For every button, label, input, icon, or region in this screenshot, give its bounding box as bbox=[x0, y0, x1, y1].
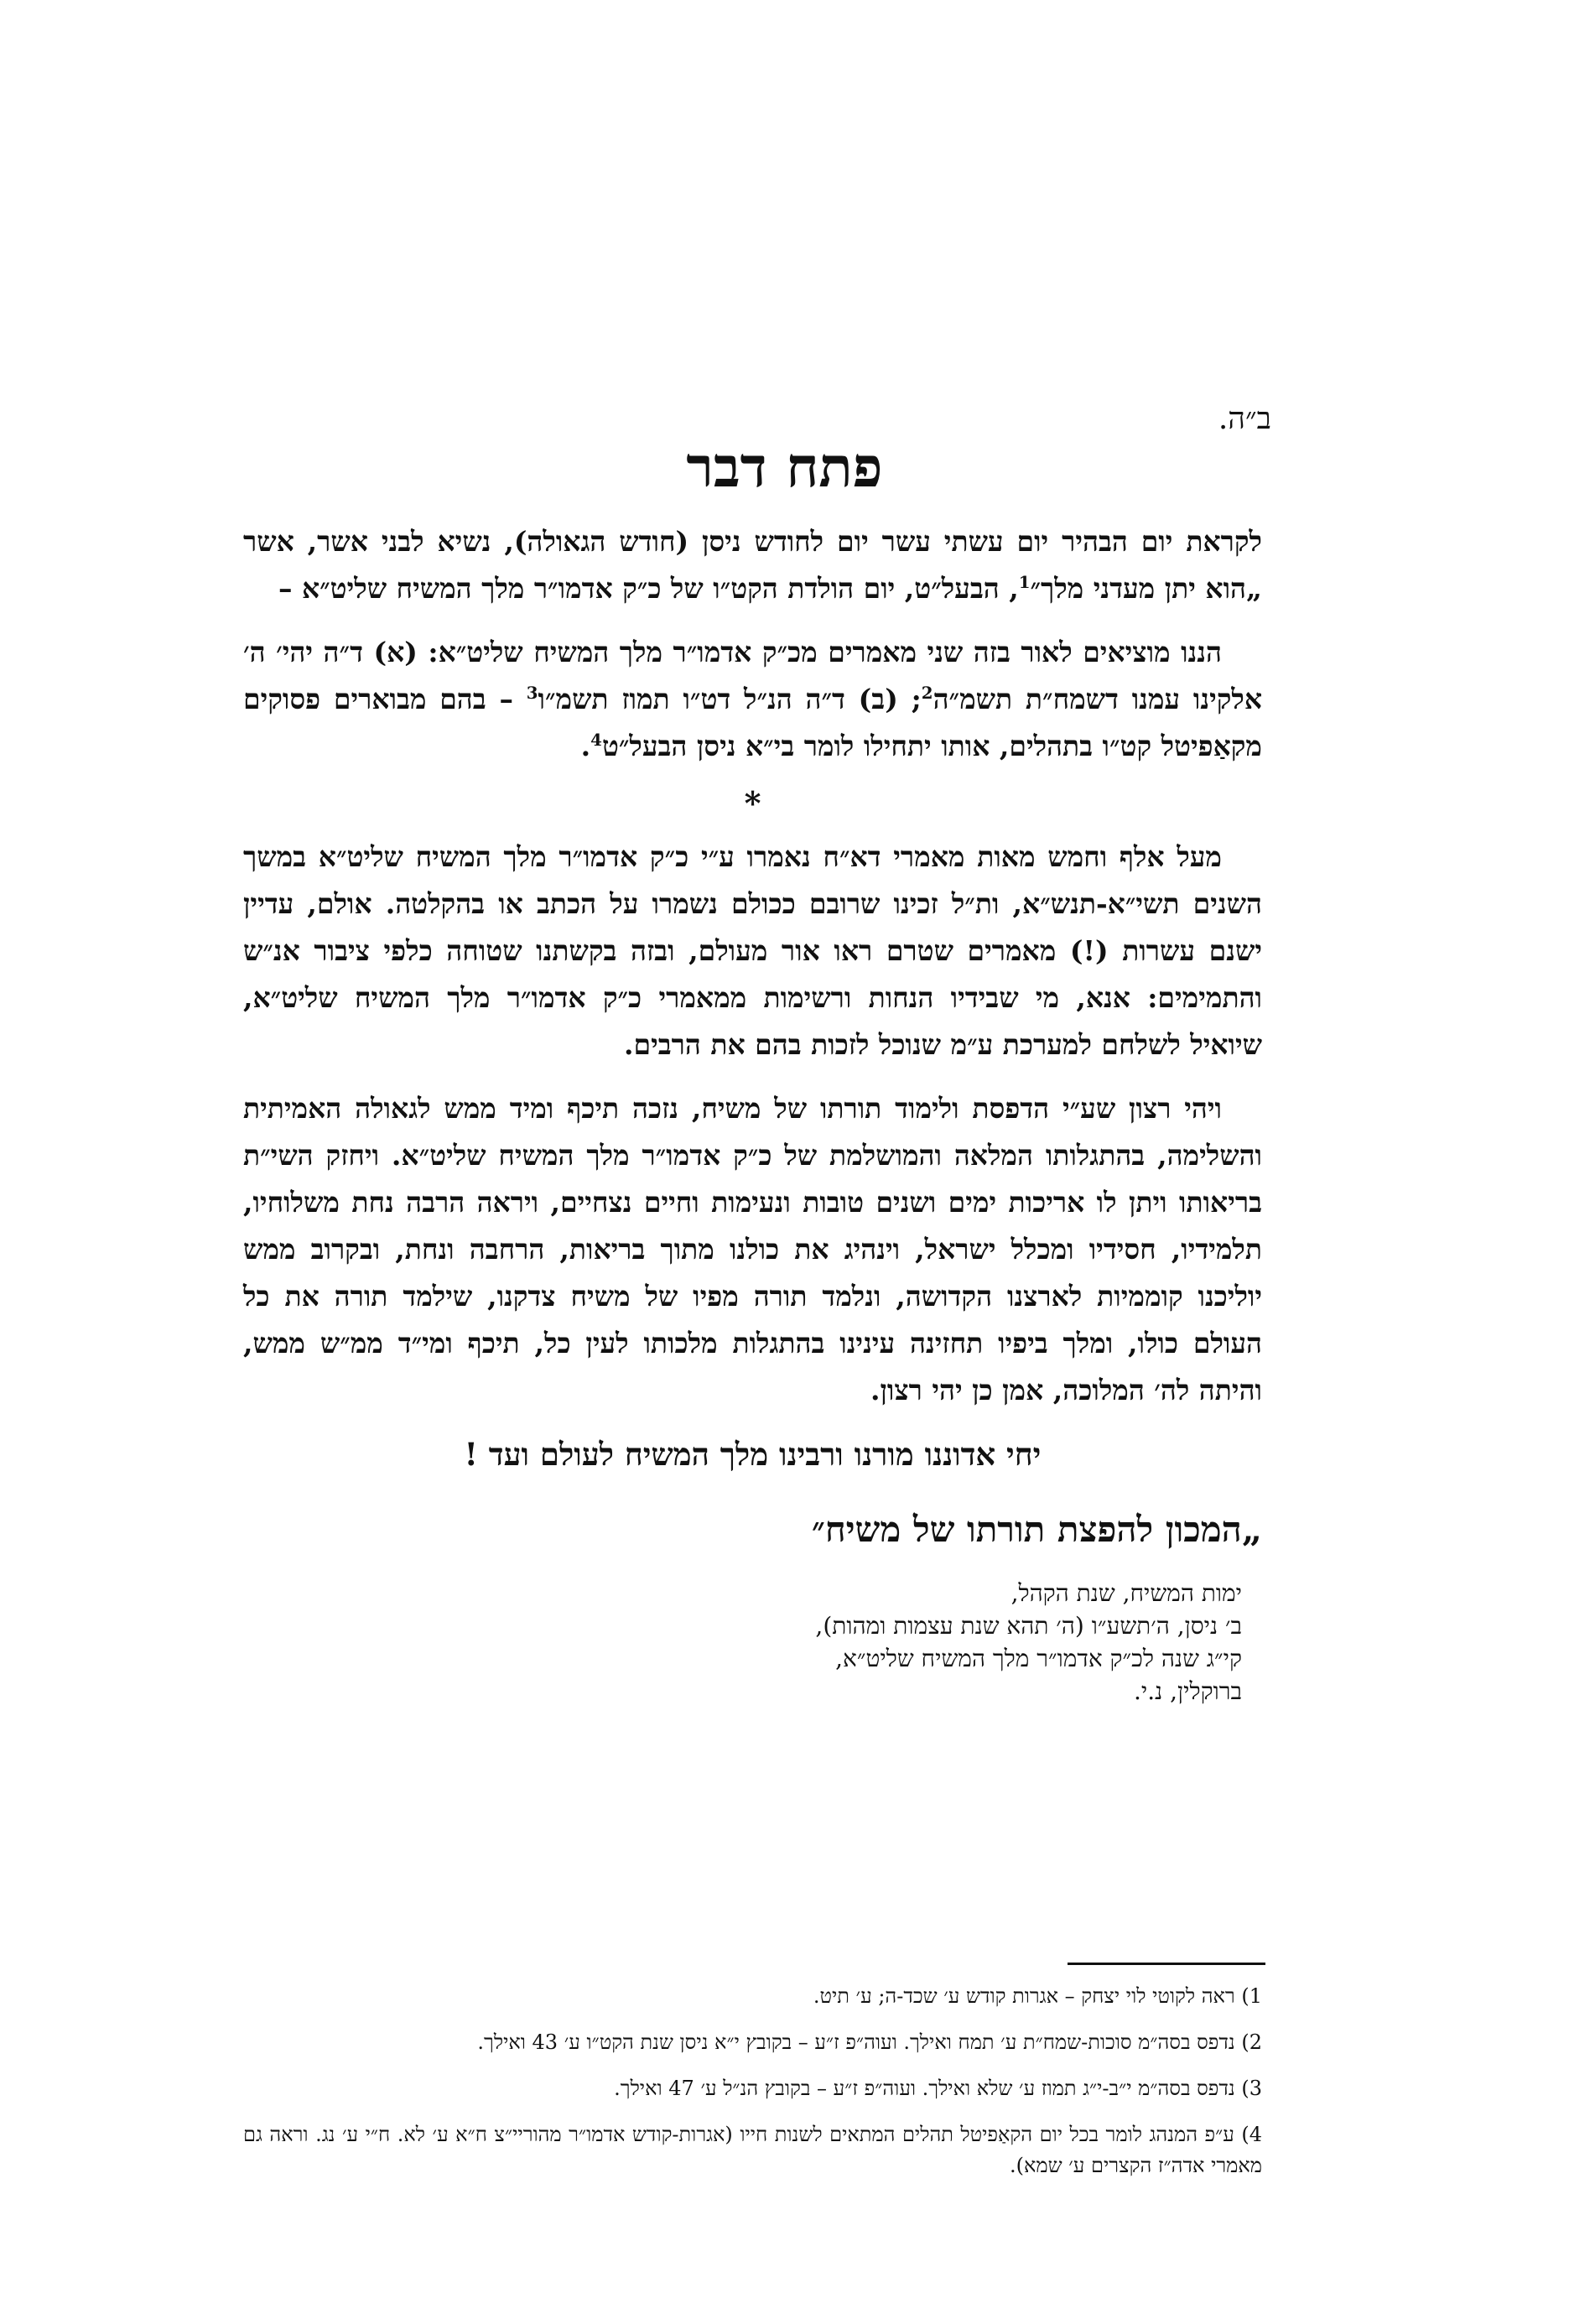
body-text bbox=[243, 518, 1262, 1578]
page-title: פתח דבר bbox=[686, 434, 883, 500]
paragraph-2-text-c: – בהם מבוארים פסוקים מקאַפיטל קט״ו בתהלים, אותו יתחילו לומר בי״א ניסן הבעל״ט bbox=[243, 683, 1262, 762]
paragraph-2-text-d: . bbox=[580, 730, 591, 762]
footnote-4: 4) ע״פ המנהג לומר בכל יום הקאַפיטל תהלים המתאים לשנות חייו (אגרות-קודש אדמו״ר מהוריי״צ ח״א ע׳ לא. ח״י ע׳ נג. וראה גם מאמרי אדה״ז הקצרים ע׳ שמא). bbox=[243, 2123, 1262, 2177]
footnote-divider bbox=[1068, 1963, 1265, 1965]
paragraph-1 bbox=[243, 518, 1262, 612]
footnote-ref-2: 2 bbox=[921, 683, 933, 703]
footnote-ref-3: 3 bbox=[526, 683, 538, 703]
footnote-ref-1: 1 bbox=[1018, 572, 1031, 592]
section-separator: * bbox=[744, 784, 761, 822]
paragraph-2-text-a: הננו מוציאים לאור בזה שני מאמרים מכ״ק אדמו״ר מלך המשיח שליט״א: (א) ד״ה יהי׳ ה׳ אלקינו עמנו דשמח״ת תשמ״ה bbox=[243, 636, 1263, 715]
footnote-ref-4: 4 bbox=[590, 730, 602, 750]
paragraph-3: מעל אלף וחמש מאות מאמרי דא״ח נאמרו ע״י כ״ק אדמו״ר מלך המשיח שליט״א במשך השנים תשי״א-תנש״א, ות״ל זכינו שרובם ככולם נשמרו על הכתב או בהקלטה. אולם, עדיין ישנם עשרות (!) מאמרים שטרם ראו אור מעולם, ובזה בקשתנו שטוחה כלפי ציבור אנ״ש והתמימים: אנא, מי שבידיו הנחות ורשימות ממאמרי כ״ק אדמו״ר מלך המשיח שליט״א, שיואיל לשלחם למערכת ע״מ שנוכל לזכות בהם את הרבים. bbox=[243, 840, 1262, 1061]
footnotes bbox=[243, 1981, 1262, 2197]
footnote-1: 1) ראה לקוטי לוי יצחק – אגרות קודש ע׳ שכד-ה; ע׳ תיט. bbox=[813, 1984, 1262, 2008]
footnote-3: 3) נדפס בסה״מ י״ב-י״ג תמוז ע׳ שלא ואילך. ועוה״פ ז״ע – בקובץ הנ״ל ע׳ 47 ואילך. bbox=[614, 2077, 1262, 2100]
paragraph-2-text-b: ; (ב) ד״ה הנ״ל דט״ו תמוז תשמ״ו bbox=[538, 683, 922, 715]
paragraph-2 bbox=[243, 629, 1262, 770]
signature-line: קי״ג שנה לכ״ק אדמו״ר מלך המשיח שליט״א, bbox=[835, 1645, 1242, 1672]
signature-line: ברוקלין, נ.י. bbox=[1133, 1677, 1242, 1705]
signature-block bbox=[815, 1577, 1242, 1708]
yechi-proclamation: יחי אדוננו מורנו ורבינו מלך המשיח לעולם ועד ! bbox=[464, 1436, 1042, 1473]
paragraph-1-text-a: לקראת יום הבהיר יום עשתי עשר יום לחודש ניסן (חודש הגאולה), נשיא לבני אשר, אשר „הוא יתן מעדני מלך״ bbox=[243, 525, 1262, 605]
footnote-2: 2) נדפס בסה״מ סוכות-שמח״ת ע׳ תמח ואילך. ועוה״פ ז״ע – בקובץ י״א ניסן שנת הקט״ו ע׳ 43 ואילך. bbox=[477, 2030, 1262, 2054]
signature-line: ימות המשיח, שנת הקהל, bbox=[1010, 1579, 1242, 1607]
paragraph-1-text-b: , הבעל״ט, יום הולדת הקט״ו של כ״ק אדמו״ר מלך המשיח שליט״א – bbox=[278, 572, 1019, 605]
paragraph-4: ויהי רצון שע״י הדפסת ולימוד תורתו של משיח, נזכה תיכף ומיד ממש לגאולה האמיתית והשלימה, בהתגלותו המלאה והמושלמת של כ״ק אדמו״ר מלך המשיח שליט״א. ויחזק השי״ת בריאותו ויתן לו אריכות ימים ושנים טובות ונעימות וחיים נצחיים, ויראה הרבה נחת משלוחיו, תלמידיו, חסידיו ומכלל ישראל, וינהיג את כולנו מתוך בריאות, הרחבה ונחת, ובקרוב ממש יוליכנו קוממיות לארצנו הקדושה, ונלמד תורה מפיו של משיח צדקנו, שילמד תורה את כל העולם כולו, ומלך ביפיו תחזינה עינינו בהתגלות מלכותו לעין כל, תיכף ומי״ד ממ״ש ממש, והיתה לה׳ המלוכה, אמן כן יהי רצון. bbox=[243, 1092, 1262, 1406]
signature-line: ב׳ ניסן, ה׳תשע״ו (ה׳ תהא שנת עצמות ומהות), bbox=[815, 1612, 1242, 1640]
bh-header: ב״ה. bbox=[1218, 402, 1271, 436]
organization-name: „המכון להפצת תורתו של משיח״ bbox=[811, 1509, 1262, 1550]
